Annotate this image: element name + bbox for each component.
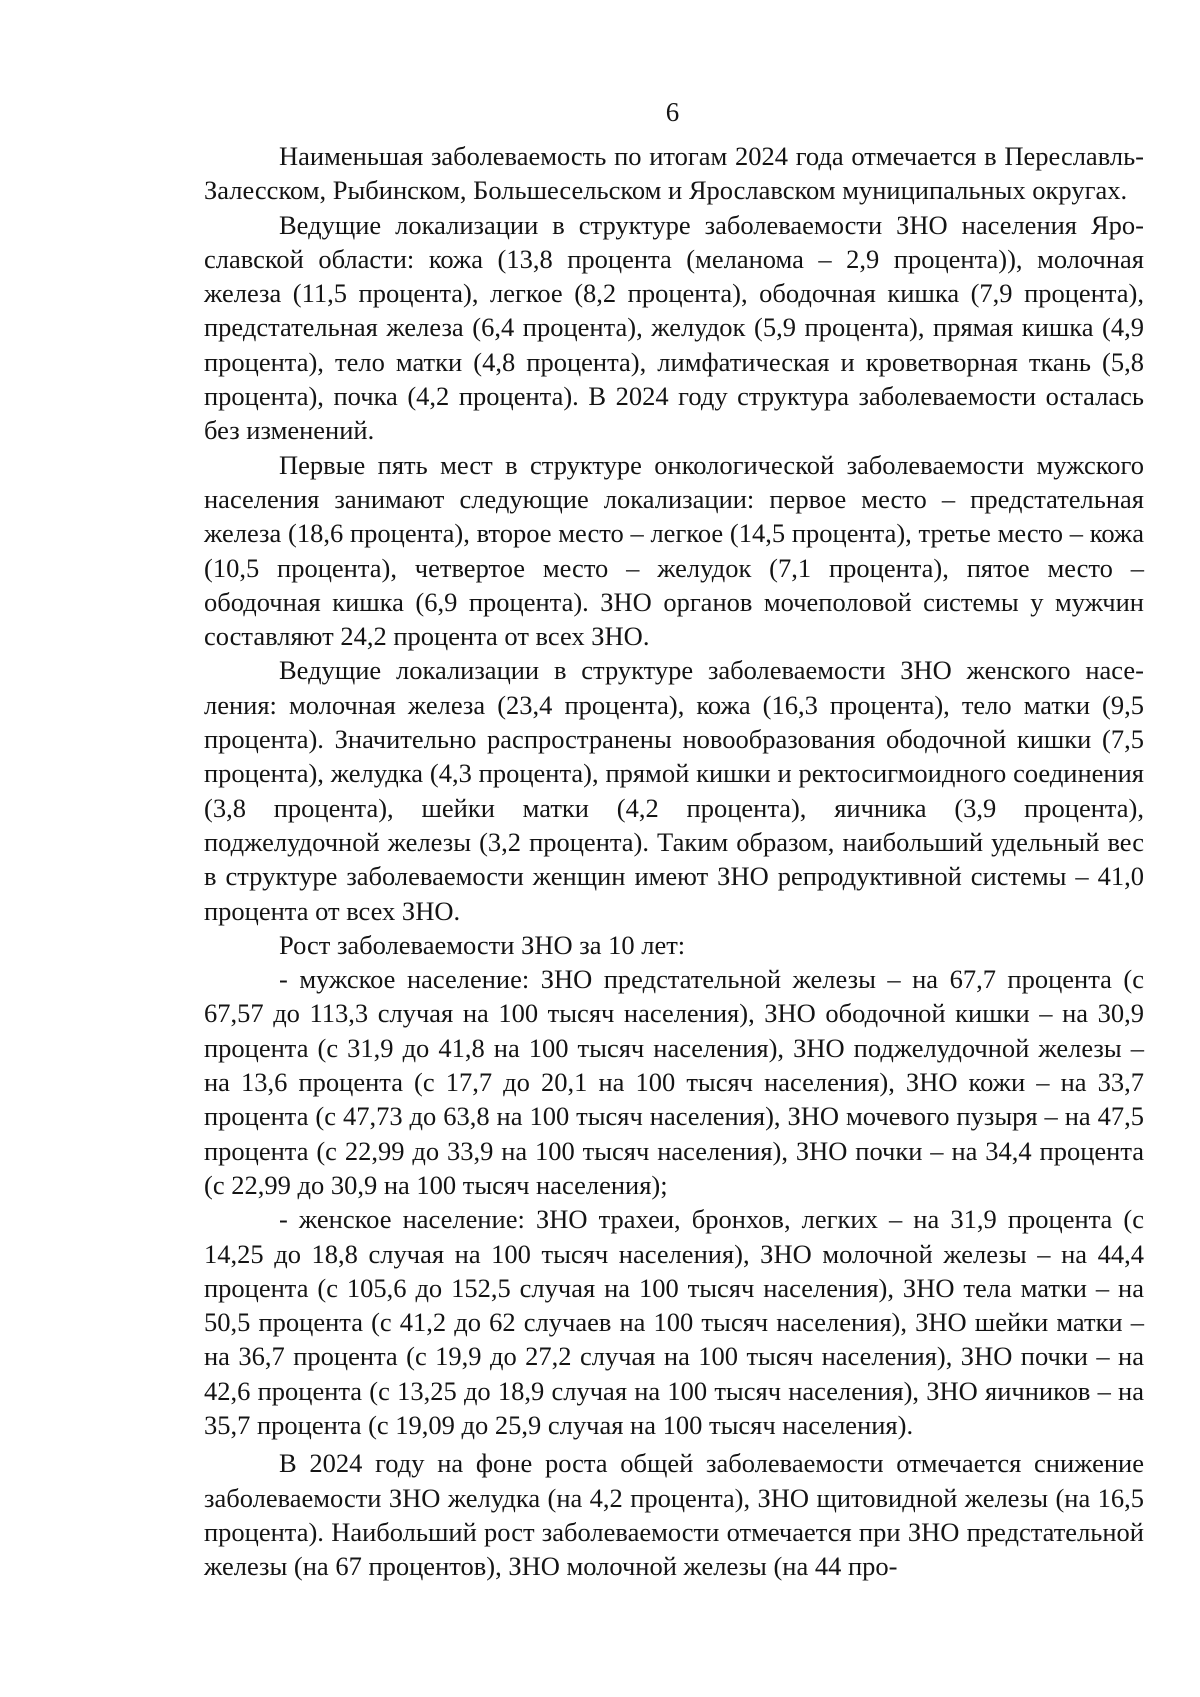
paragraph-leading-localizations: Ведущие локализации в структуре заболеваемости ЗНО населения Ярославской области: кожа (13,8 процента (меланома – 2,9 процента)), молочная железа (11,5 процента), легкое (8,2 процента), ободочная кишка (7,9 процента), предстательная железа (6,4 процента), желудок (5,9 процента), прямая кишка (4,9 процента), тело матки (4,8 процента), лимфатическая и кроветворная ткань (5,8 процента), почка (4,2 процента). В 2024 году структура заболеваемости осталась без изменений. <box>204 209 1144 446</box>
paragraph-2024-changes: В 2024 году на фоне роста общей заболеваемости отмечается снижение заболеваемости ЗНО желудка (на 4,2 процента), ЗНО щитовидной железы (на 16,5 процента). Наибольший рост заболеваемости отмечается при ЗНО предстательной железы (на 67 процентов), ЗНО молочной железы (на 44 про- <box>204 1448 1144 1582</box>
paragraph-male-top-five: Первые пять мест в структуре онкологической заболеваемости мужского населения занимают следующие локализации: первое место – предстательная железа (18,6 процента), второе место – легкое (14,5 процента), третье место – кожа (10,5 процента), четвертое место – желудок (7,1 процента), пятое место – ободочная кишка (6,9 процента). ЗНО органов мочеполовой системы у мужчин составляют 24,2 процента от всех ЗНО. <box>204 449 1144 652</box>
list-item-male-growth: - мужское население: ЗНО предстательной железы – на 67,7 процента (с 67,57 до 113,3 случая на 100 тысяч населения), ЗНО ободочной кишки – на 30,9 процента (с 31,9 до 41,8 на 100 тысяч населения), ЗНО поджелудочной железы – на 13,6 процента (с 17,7 до 20,1 на 100 тысяч населения), ЗНО кожи – на 33,7 процента (с 47,73 до 63,8 на 100 тысяч населения), ЗНО мочевого пузыря – на 47,5 процента (с 22,99 до 33,9 на 100 тысяч населения), ЗНО почки – на 34,4 процента (с 22,99 до 30,9 на 100 тысяч населения); <box>204 964 1144 1200</box>
paragraph-growth-heading: Рост заболеваемости ЗНО за 10 лет: <box>279 929 686 960</box>
paragraph-female-localizations: Ведущие локализации в структуре заболеваемости ЗНО женского населения: молочная железа (23,4 процента), кожа (16,3 процента), тело матки (9,5 процента). Значительно распространены новообразования ободочной кишки (7,5 процента), желудка (4,3 процента), прямой кишки и ректосигмоидного соединения (3,8 процента), шейки матки (4,2 процента), яичника (3,9 процента), поджелудочной железы (3,2 процента). Таким образом, наибольший удельный вес в структуре заболеваемости женщин имеют ЗНО репродуктивной системы – 41,0 процента от всех ЗНО. <box>204 655 1144 926</box>
paragraph-lowest-incidence: Наименьшая заболеваемость по итогам 2024 года отмечается в Переславль-Залесском, Рыбинском, Большесельском и Ярославском муниципальных округах. <box>204 141 1144 206</box>
page-number: 6 <box>665 97 680 127</box>
document-body <box>204 139 1144 1583</box>
list-item-female-growth: - женское население: ЗНО трахеи, бронхов, легких – на 31,9 процента (с 14,25 до 18,8 случая на 100 тысяч населения), ЗНО молочной железы – на 44,4 процента (с 105,6 до 152,5 случая на 100 тысяч населения), ЗНО тела матки – на 50,5 процента (с 41,2 до 62 случаев на 100 тысяч населения), ЗНО шейки матки – на 36,7 процента (с 19,9 до 27,2 случая на 100 тысяч населения), ЗНО почки – на 42,6 процента (с 13,25 до 18,9 случая на 100 тысяч населения), ЗНО яичников – на 35,7 процента (с 19,09 до 25,9 случая на 100 тысяч населения). <box>204 1204 1144 1440</box>
